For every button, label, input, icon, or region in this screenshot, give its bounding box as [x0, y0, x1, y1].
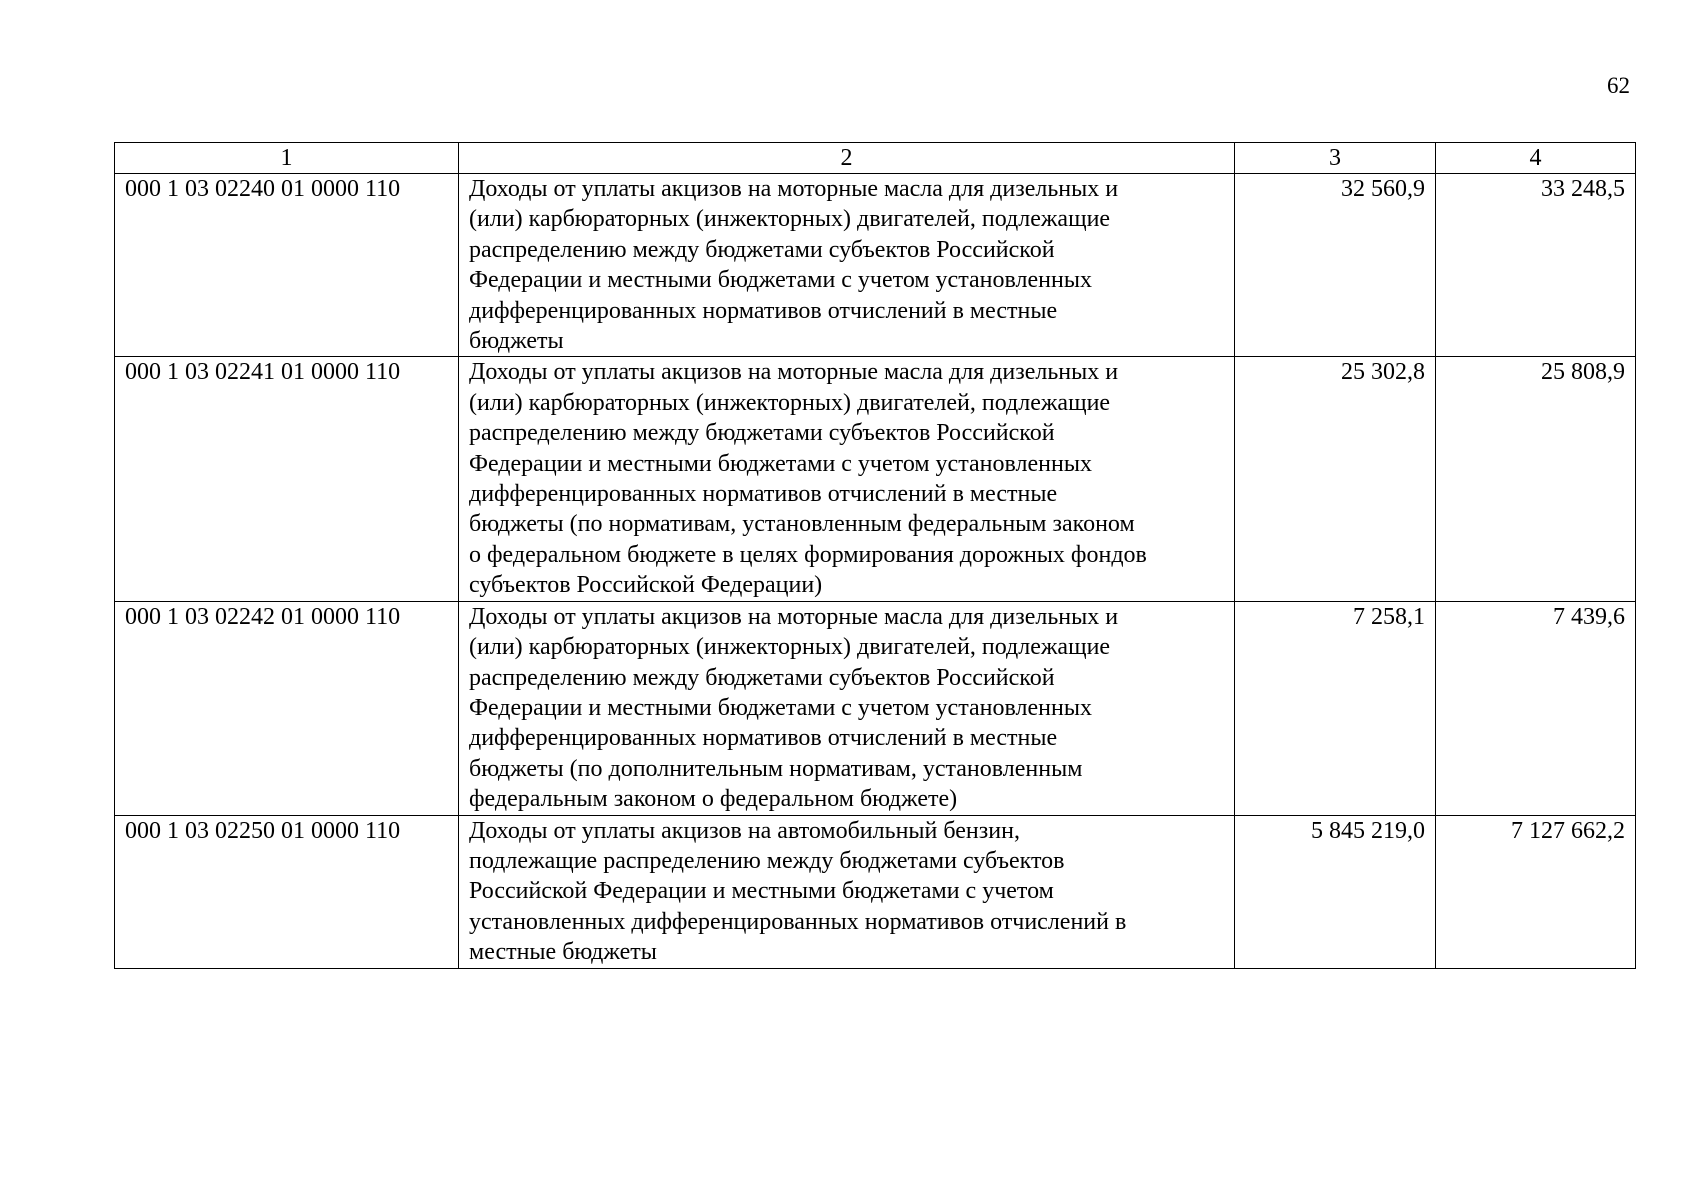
description-line: Доходы от уплаты акцизов на моторные масла для дизельных и: [469, 359, 1119, 386]
amount-column-3: 25 302,8: [1235, 357, 1436, 601]
description-line: (или) карбюраторных (инжекторных) двигателей, подлежащие: [469, 634, 1111, 661]
description-line: Доходы от уплаты акцизов на моторные масла для дизельных и: [469, 176, 1119, 202]
column-header-1: 1: [115, 143, 459, 174]
description-line: местные бюджеты: [469, 939, 657, 966]
description-line: установленных дифференцированных нормативов отчислений в: [469, 908, 1127, 935]
amount-column-3: 7 258,1: [1235, 601, 1436, 815]
revenue-description: [459, 174, 1235, 357]
table-row: [115, 815, 1636, 968]
description-line: распределению между бюджетами субъектов Российской: [469, 236, 1055, 263]
budget-code: 000 1 03 02242 01 0000 110: [115, 601, 459, 815]
column-header-3: 3: [1235, 143, 1436, 174]
description-line: Доходы от уплаты акцизов на моторные масла для дизельных и: [469, 603, 1119, 630]
table-row: [115, 357, 1636, 601]
description-line: Российской Федерации и местными бюджетами с учетом: [469, 878, 1054, 905]
description-line: Федерации и местными бюджетами с учетом установленных: [469, 450, 1092, 477]
description-line: федеральным законом о федеральном бюджете): [469, 786, 958, 813]
amount-column-3: 32 560,9: [1235, 174, 1436, 357]
column-header-2: 2: [459, 143, 1235, 174]
amount-column-3: 5 845 219,0: [1235, 815, 1436, 968]
column-header-4: 4: [1436, 143, 1636, 174]
description-line: (или) карбюраторных (инжекторных) двигателей, подлежащие: [469, 206, 1111, 233]
page-number: 62: [1607, 73, 1630, 98]
amount-column-4: 7 439,6: [1436, 601, 1636, 815]
description-line: Федерации и местными бюджетами с учетом установленных: [469, 694, 1092, 721]
amount-column-4: 7 127 662,2: [1436, 815, 1636, 968]
budget-code: 000 1 03 02250 01 0000 110: [115, 815, 459, 968]
budget-code: 000 1 03 02241 01 0000 110: [115, 357, 459, 601]
table-row: [115, 174, 1636, 357]
description-line: распределению между бюджетами субъектов Российской: [469, 664, 1055, 691]
budget-revenue-table: [114, 142, 1636, 969]
description-line: Доходы от уплаты акцизов на автомобильный бензин,: [469, 817, 1020, 844]
description-line: бюджеты (по нормативам, установленным федеральным законом: [469, 511, 1135, 538]
description-line: бюджеты: [469, 328, 564, 355]
description-line: о федеральном бюджете в целях формирования дорожных фондов: [469, 541, 1147, 568]
revenue-description: [459, 357, 1235, 601]
budget-code: 000 1 03 02240 01 0000 110: [115, 174, 459, 357]
description-line: субъектов Российской Федерации): [469, 572, 823, 599]
description-line: бюджеты (по дополнительным нормативам, установленным: [469, 755, 1083, 782]
amount-column-4: 33 248,5: [1436, 174, 1636, 357]
description-line: (или) карбюраторных (инжекторных) двигателей, подлежащие: [469, 389, 1111, 416]
description-line: Федерации и местными бюджетами с учетом установленных: [469, 267, 1092, 294]
amount-column-4: 25 808,9: [1436, 357, 1636, 601]
description-line: подлежащие распределению между бюджетами субъектов: [469, 847, 1065, 874]
description-line: дифференцированных нормативов отчислений в местные: [469, 297, 1058, 324]
table-row: [115, 601, 1636, 815]
column-number-row: [115, 143, 1636, 174]
description-line: распределению между бюджетами субъектов Российской: [469, 420, 1055, 447]
description-line: дифференцированных нормативов отчислений в местные: [469, 725, 1058, 752]
description-line: дифференцированных нормативов отчислений в местные: [469, 481, 1058, 508]
revenue-description: [459, 815, 1235, 968]
revenue-description: [459, 601, 1235, 815]
